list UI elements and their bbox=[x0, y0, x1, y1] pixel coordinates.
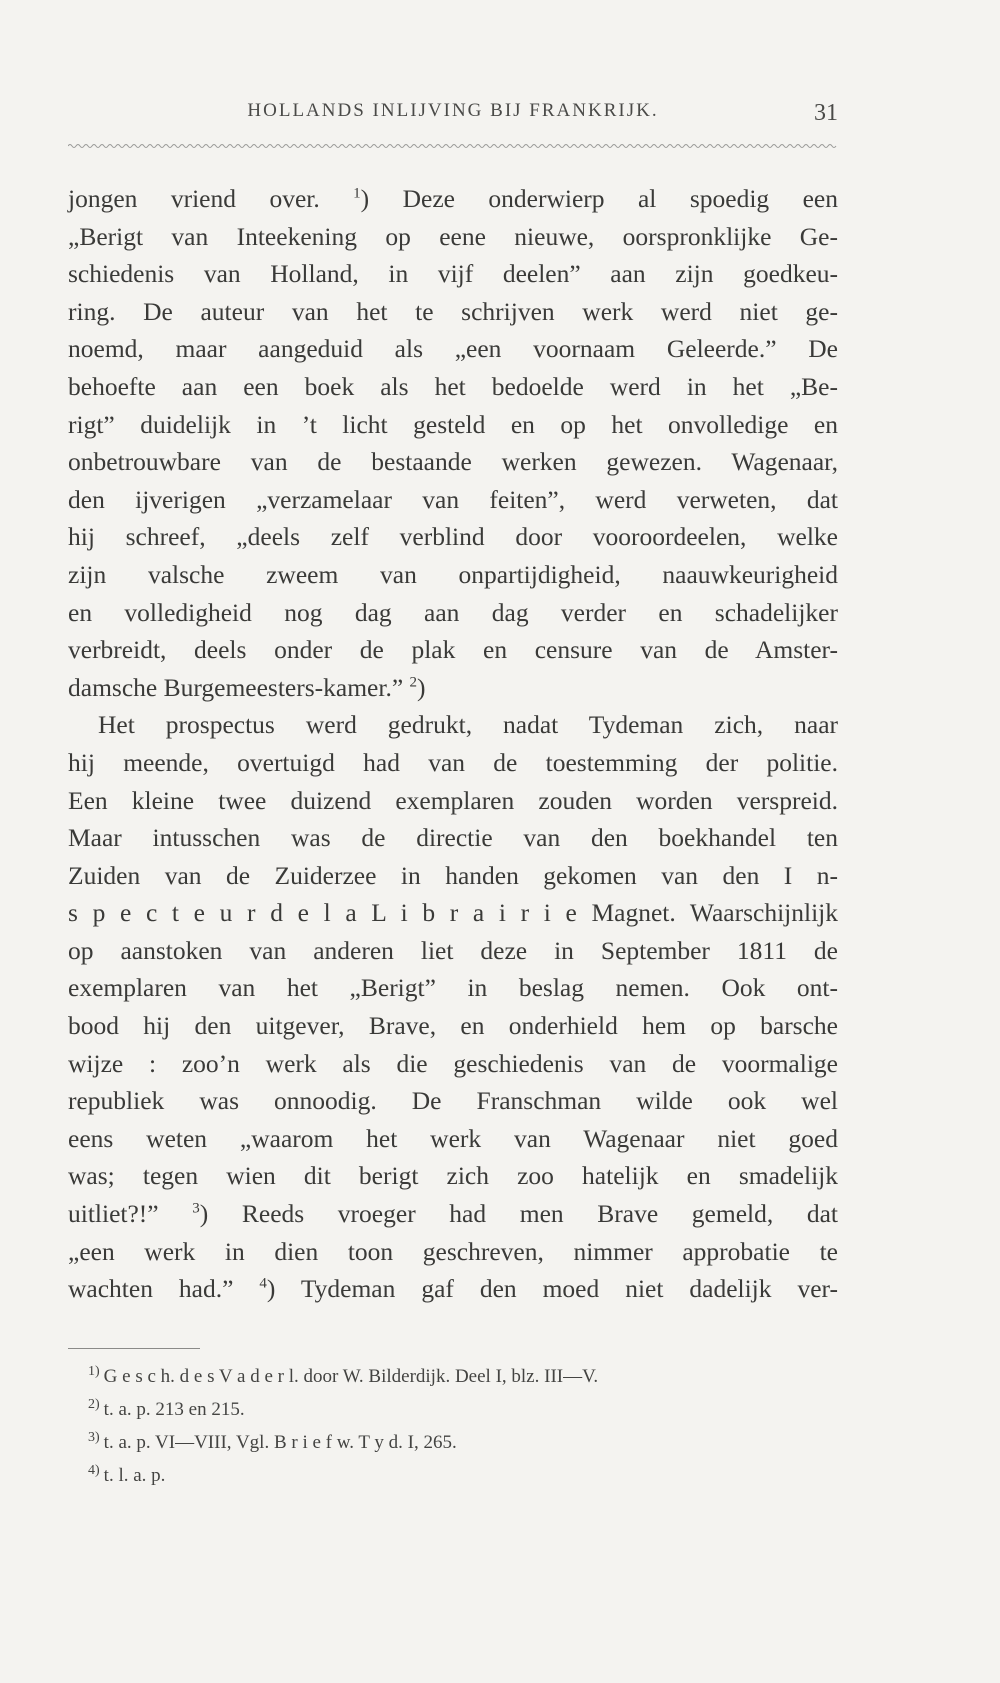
text-line bbox=[68, 631, 838, 669]
footnote bbox=[88, 1360, 828, 1393]
text-run: hij schreef, „deels zelf verblind door vooroordeelen, welke bbox=[68, 522, 838, 552]
footnote bbox=[88, 1459, 828, 1492]
running-title: HOLLANDS INLIJVING BIJ FRANKRIJK. bbox=[247, 100, 659, 121]
text-run: behoefte aan een boek als het bedoelde werd in het „Be- bbox=[68, 371, 838, 401]
text-line bbox=[68, 1007, 838, 1045]
text-run: Een kleine twee duizend exemplaren zouden worden verspreid. bbox=[68, 785, 838, 815]
text-line bbox=[68, 932, 838, 970]
text-line bbox=[68, 894, 838, 932]
footnote-rule bbox=[68, 1348, 200, 1349]
text-run: Maar intusschen was de directie van den boekhandel ten bbox=[68, 823, 838, 853]
page-number: 31 bbox=[814, 100, 838, 126]
text-run: rigt” duidelijk in ’t licht gesteld en op het onvolledige en bbox=[68, 409, 838, 439]
text-line bbox=[68, 443, 838, 481]
text-line bbox=[68, 255, 838, 293]
text-line bbox=[68, 669, 838, 707]
text-run: damsche Burgemeesters-kamer.” bbox=[68, 672, 410, 702]
text-run: verbreidt, deels onder de plak en censure van de Amster- bbox=[68, 635, 838, 665]
footnote bbox=[88, 1426, 828, 1459]
footnote-reference: 4 bbox=[259, 1275, 267, 1292]
footnote-marker: 2) bbox=[88, 1396, 100, 1412]
footnotes bbox=[88, 1360, 828, 1492]
text-run: ) bbox=[417, 672, 426, 702]
footnote-marker: 1) bbox=[88, 1363, 100, 1379]
body-text bbox=[68, 180, 838, 1308]
text-line bbox=[68, 556, 838, 594]
text-run: hij meende, overtuigd had van de toestemming der politie. bbox=[68, 747, 838, 777]
text-line bbox=[68, 293, 838, 331]
text-line bbox=[68, 819, 838, 857]
text-run: en volledigheid nog dag aan dag verder en schadelijker bbox=[68, 597, 838, 627]
text-line bbox=[68, 481, 838, 519]
text-run: op aanstoken van anderen liet deze in September 1811 de bbox=[68, 935, 838, 965]
text-run: schiedenis van Holland, in vijf deelen” aan zijn goedkeu- bbox=[68, 259, 838, 289]
footnote-marker: 3) bbox=[88, 1429, 100, 1445]
text-line bbox=[68, 218, 838, 256]
text-run: „een werk in dien toon geschreven, nimmer approbatie te bbox=[68, 1236, 838, 1266]
text-line bbox=[68, 180, 838, 218]
text-run: Zuiden van de Zuiderzee in handen gekomen van den I n- bbox=[68, 860, 838, 890]
text-run: Het prospectus werd gedrukt, nadat Tydeman zich, naar bbox=[98, 710, 838, 740]
text-line bbox=[68, 857, 838, 895]
text-line bbox=[68, 969, 838, 1007]
footnote-text: t. a. p. 213 en 215. bbox=[103, 1399, 245, 1420]
text-line bbox=[68, 782, 838, 820]
footnote-text: t. a. p. VI—VIII, Vgl. B r i e f w. T y d. I, 265. bbox=[103, 1432, 457, 1453]
text-run: was; tegen wien dit berigt zich zoo hatelijk en smadelijk bbox=[68, 1161, 838, 1191]
text-run: ) Reeds vroeger had men Brave gemeld, dat bbox=[199, 1199, 838, 1229]
text-line bbox=[68, 406, 838, 444]
text-line bbox=[68, 706, 838, 744]
text-run: ring. De auteur van het te schrijven werk werd niet ge- bbox=[68, 296, 838, 326]
footnote-reference: 3 bbox=[192, 1200, 200, 1217]
text-line bbox=[68, 1120, 838, 1158]
footnote-reference: 2 bbox=[409, 674, 418, 691]
text-line bbox=[68, 1082, 838, 1120]
text-run: exemplaren van het „Berigt” in beslag nemen. Ook ont- bbox=[68, 973, 838, 1003]
text-run: ) Tydeman gaf den moed niet dadelijk ver- bbox=[266, 1274, 839, 1304]
text-run: zijn valsche zweem van onpartijdigheid, naauwkeurigheid bbox=[68, 559, 838, 589]
text-run: republiek was onnoodig. De Franschman wilde ook wel bbox=[68, 1086, 838, 1116]
text-line bbox=[68, 594, 838, 632]
text-line bbox=[68, 518, 838, 556]
text-run: noemd, maar aangeduid als „een voornaam Geleerde.” De bbox=[68, 334, 838, 364]
running-head bbox=[68, 100, 838, 130]
footnote-marker: 4) bbox=[88, 1462, 100, 1478]
text-run: ) Deze onderwierp al spoedig een bbox=[360, 184, 838, 213]
text-run: onbetrouwbare van de bestaande werken gewezen. Wagenaar, bbox=[68, 447, 838, 477]
text-line bbox=[68, 1045, 838, 1083]
text-run: wachten had.” bbox=[68, 1274, 260, 1304]
text-line bbox=[68, 368, 838, 406]
footnote-text: G e s c h. d e s V a d e r l. door W. Bilderdijk. Deel I, blz. III—V. bbox=[103, 1366, 599, 1387]
text-run: jongen vriend over. bbox=[68, 184, 354, 213]
footnote-text: t. l. a. p. bbox=[103, 1465, 166, 1486]
text-line bbox=[68, 1270, 838, 1308]
footnote-reference: 1 bbox=[353, 185, 361, 202]
text-line bbox=[68, 744, 838, 782]
text-run: s p e c t e u r d e l a L i b r a i r i e Magnet. Waarschijnlijk bbox=[68, 898, 838, 928]
text-line bbox=[68, 330, 838, 368]
text-run: wijze : zoo’n werk als die geschiedenis van de voormalige bbox=[68, 1048, 838, 1078]
text-run: uitliet?!” bbox=[68, 1199, 193, 1229]
text-line bbox=[68, 1195, 838, 1233]
text-run: bood hij den uitgever, Brave, en onderhield hem op barsche bbox=[68, 1011, 838, 1041]
footnote bbox=[88, 1393, 828, 1426]
text-run: „Berigt van Inteekening op eene nieuwe, oorspronklijke Ge- bbox=[68, 221, 838, 251]
text-run: den ijverigen „verzamelaar van feiten”, werd verweten, dat bbox=[68, 484, 838, 514]
text-run: eens weten „waarom het werk van Wagenaar niet goed bbox=[68, 1123, 838, 1153]
text-line bbox=[68, 1157, 838, 1195]
text-line bbox=[68, 1233, 838, 1271]
header-wavy-rule bbox=[68, 143, 838, 149]
